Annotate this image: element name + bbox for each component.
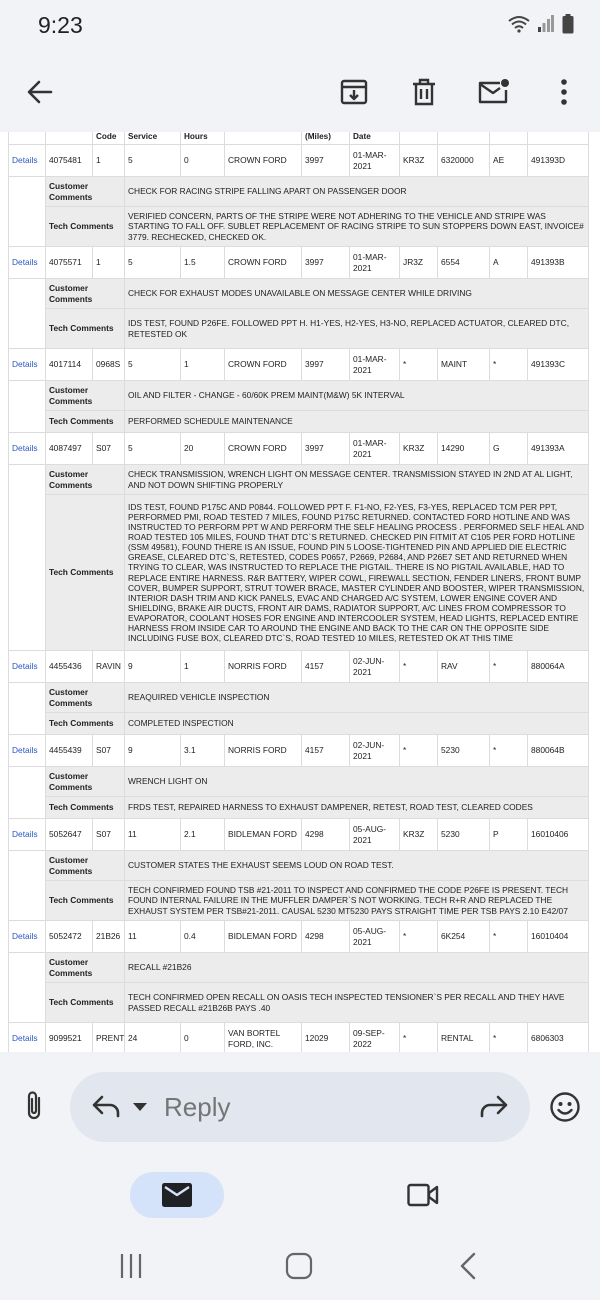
mileage: 3997 xyxy=(302,247,350,279)
bottom-navigation xyxy=(0,1160,600,1232)
customer-comment-text: OIL AND FILTER - CHANGE - 60/60K PREM MAINT(M&W) 5K INTERVAL xyxy=(125,381,589,411)
tech-comments-label: Tech Comments xyxy=(46,411,125,433)
table-row xyxy=(9,145,589,177)
tech-comment-row xyxy=(9,411,589,433)
dealer-name: BIDLEMAN FORD xyxy=(225,921,302,953)
details-link[interactable]: Details xyxy=(9,433,46,465)
customer-comments-label: Customer Comments xyxy=(46,953,125,983)
table-row xyxy=(9,921,589,953)
part-prefix: KR3Z xyxy=(400,433,438,465)
labor-code: 21B26 xyxy=(93,921,125,953)
delete-button[interactable] xyxy=(398,66,450,118)
part-prefix: * xyxy=(400,1023,438,1053)
customer-comments-label: Customer Comments xyxy=(46,767,125,797)
repair-date: 02-JUN-2021 xyxy=(350,735,400,767)
service-count: 5 xyxy=(125,433,181,465)
part-suffix: AE xyxy=(490,145,528,177)
tab-meet[interactable] xyxy=(376,1172,470,1218)
labor-code: S07 xyxy=(93,819,125,851)
part-base: MAINT xyxy=(438,349,490,381)
status-bar xyxy=(0,0,600,52)
ro-number: 4455436 xyxy=(46,651,93,683)
part-suffix: * xyxy=(490,651,528,683)
app-bar xyxy=(0,52,600,132)
repair-date: 05-AUG-2021 xyxy=(350,921,400,953)
mileage: 3997 xyxy=(302,349,350,381)
ro-number: 4455439 xyxy=(46,735,93,767)
claim-number: 491393C xyxy=(528,349,589,381)
service-count: 5 xyxy=(125,349,181,381)
part-suffix: * xyxy=(490,1023,528,1053)
mileage: 3997 xyxy=(302,433,350,465)
mark-unread-icon xyxy=(478,78,510,106)
tech-comment-row xyxy=(9,207,589,247)
part-prefix: KR3Z xyxy=(400,819,438,851)
home-icon[interactable] xyxy=(284,1252,314,1280)
repair-date: 01-MAR-2021 xyxy=(350,247,400,279)
details-link[interactable]: Details xyxy=(9,1023,46,1053)
tech-comment-text: PERFORMED SCHEDULE MAINTENANCE xyxy=(125,411,589,433)
part-base: 5230 xyxy=(438,819,490,851)
part-prefix: KR3Z xyxy=(400,145,438,177)
status-icons xyxy=(508,14,574,34)
column-header xyxy=(438,132,490,145)
labor-hours: 1.5 xyxy=(181,247,225,279)
wifi-icon xyxy=(508,15,530,33)
tech-comments-label: Tech Comments xyxy=(46,713,125,735)
ro-number: 4087497 xyxy=(46,433,93,465)
tech-comment-text: TECH CONFIRMED FOUND TSB #21-2011 TO INSPECT AND CONFIRMED THE CODE P26FE IS PRESENT. TECH FOUND INTERNAL FAILURE IN THE MUFFLER DAMPER`S NOT WORKING. TECH R+R AND REPLACED THE EXHAUST SYSTEM PER TSB#21-2011. CAUSAL 5230 MT5230 PAYS STRAIGHT TIME PER TSB PAYS 2.10 E42/07 xyxy=(125,881,589,921)
tech-comments-label: Tech Comments xyxy=(46,797,125,819)
customer-comment-row xyxy=(9,381,589,411)
part-suffix: * xyxy=(490,349,528,381)
customer-comment-row xyxy=(9,683,589,713)
service-count: 5 xyxy=(125,145,181,177)
labor-code: S07 xyxy=(93,433,125,465)
tech-comments-label: Tech Comments xyxy=(46,207,125,247)
part-suffix: * xyxy=(490,735,528,767)
column-header xyxy=(9,132,46,145)
table-header xyxy=(9,132,589,145)
part-base: 6320000 xyxy=(438,145,490,177)
part-base: 6554 xyxy=(438,247,490,279)
customer-comments-label: Customer Comments xyxy=(46,279,125,309)
table-row xyxy=(9,819,589,851)
customer-comments-label: Customer Comments xyxy=(46,851,125,881)
emoji-button[interactable] xyxy=(544,1086,586,1128)
claim-number: 6806303 xyxy=(528,1023,589,1053)
service-count: 11 xyxy=(125,921,181,953)
tech-comment-row xyxy=(9,713,589,735)
tech-comment-text: FRDS TEST, REPAIRED HARNESS TO EXHAUST DAMPENER, RETEST, ROAD TEST, CLEARED CODES xyxy=(125,797,589,819)
dealer-name: CROWN FORD xyxy=(225,433,302,465)
reply-placeholder: Reply xyxy=(164,1092,231,1122)
customer-comment-row xyxy=(9,465,589,495)
customer-comment-row xyxy=(9,279,589,309)
system-back-icon[interactable] xyxy=(456,1252,482,1280)
details-link[interactable]: Details xyxy=(9,349,46,381)
service-count: 24 xyxy=(125,1023,181,1053)
system-navigation-bar xyxy=(0,1232,600,1300)
customer-comment-text: REAQUIRED VEHICLE INSPECTION xyxy=(125,683,589,713)
part-suffix: * xyxy=(490,921,528,953)
mark-unread-button[interactable] xyxy=(468,66,520,118)
part-suffix: G xyxy=(490,433,528,465)
column-header: Date xyxy=(350,132,400,145)
trash-icon xyxy=(411,78,437,106)
customer-comments-label: Customer Comments xyxy=(46,465,125,495)
labor-hours: 1 xyxy=(181,349,225,381)
mileage: 4157 xyxy=(302,735,350,767)
part-base: RENTAL xyxy=(438,1023,490,1053)
part-prefix: JR3Z xyxy=(400,247,438,279)
tech-comment-text: COMPLETED INSPECTION xyxy=(125,713,589,735)
part-prefix: * xyxy=(400,735,438,767)
ro-number: 9099521 xyxy=(46,1023,93,1053)
battery-icon xyxy=(562,14,574,34)
claim-number: 16010404 xyxy=(528,921,589,953)
recent-apps-icon[interactable] xyxy=(116,1252,146,1280)
column-header xyxy=(46,132,93,145)
column-header: Hours xyxy=(181,132,225,145)
part-base: RAV xyxy=(438,651,490,683)
details-link[interactable]: Details xyxy=(9,735,46,767)
signal-icon xyxy=(538,15,554,33)
details-link[interactable]: Details xyxy=(9,247,46,279)
labor-hours: 1 xyxy=(181,651,225,683)
details-link[interactable]: Details xyxy=(9,145,46,177)
table-row xyxy=(9,1023,589,1053)
video-icon xyxy=(407,1183,439,1207)
claim-number: 491393A xyxy=(528,433,589,465)
mileage: 4298 xyxy=(302,921,350,953)
column-header xyxy=(225,132,302,145)
repair-history-table xyxy=(8,132,589,1052)
claim-number: 491393D xyxy=(528,145,589,177)
ro-number: 4075481 xyxy=(46,145,93,177)
details-link[interactable]: Details xyxy=(9,651,46,683)
labor-code: 1 xyxy=(93,145,125,177)
customer-comment-text: CHECK FOR RACING STRIPE FALLING APART ON PASSENGER DOOR xyxy=(125,177,589,207)
mileage: 3997 xyxy=(302,145,350,177)
tab-mail[interactable] xyxy=(130,1172,224,1218)
customer-comment-text: WRENCH LIGHT ON xyxy=(125,767,589,797)
paperclip-icon xyxy=(24,1089,44,1123)
reply-field[interactable] xyxy=(70,1072,530,1142)
part-suffix: P xyxy=(490,819,528,851)
tech-comment-row xyxy=(9,983,589,1023)
labor-hours: 20 xyxy=(181,433,225,465)
repair-date: 02-JUN-2021 xyxy=(350,651,400,683)
dealer-name: CROWN FORD xyxy=(225,145,302,177)
table-row xyxy=(9,735,589,767)
reply-options-dropdown[interactable] xyxy=(132,1102,148,1112)
customer-comment-row xyxy=(9,767,589,797)
labor-code: RAVIN xyxy=(93,651,125,683)
tech-comment-row xyxy=(9,495,589,651)
tech-comment-row xyxy=(9,881,589,921)
part-base: 14290 xyxy=(438,433,490,465)
tech-comments-label: Tech Comments xyxy=(46,495,125,651)
repair-date: 01-MAR-2021 xyxy=(350,349,400,381)
ro-number: 4017114 xyxy=(46,349,93,381)
mileage: 4298 xyxy=(302,819,350,851)
column-header: (Miles) xyxy=(302,132,350,145)
forward-icon[interactable] xyxy=(478,1090,510,1122)
labor-code: 0968S xyxy=(93,349,125,381)
claim-number: 880064A xyxy=(528,651,589,683)
labor-hours: 0.4 xyxy=(181,921,225,953)
tech-comment-text: TECH CONFIRMED OPEN RECALL ON OASIS TECH INSPECTED TENSIONER`S PER RECALL AND THEY HAVE PASSED RECALL #21B26B PAYS .40 xyxy=(125,983,589,1023)
part-prefix: * xyxy=(400,349,438,381)
archive-button[interactable] xyxy=(328,66,380,118)
column-header xyxy=(528,132,589,145)
mileage: 12029 xyxy=(302,1023,350,1053)
reply-icon xyxy=(90,1090,122,1122)
service-count: 9 xyxy=(125,651,181,683)
more-vert-icon xyxy=(560,78,568,106)
dealer-name: VAN BORTEL FORD, INC. xyxy=(225,1023,302,1053)
ro-number: 5052647 xyxy=(46,819,93,851)
mileage: 4157 xyxy=(302,651,350,683)
tech-comment-text: IDS TEST, FOUND P26FE. FOLLOWED PPT H. H1-YES, H2-YES, H3-NO, REPLACED ACTUATOR, CLEARED DTC, RETESTED OK xyxy=(125,309,589,349)
emoji-icon xyxy=(549,1091,581,1123)
tech-comment-text: VERIFIED CONCERN, PARTS OF THE STRIPE WERE NOT ADHERING TO THE VEHICLE AND STRIPE WAS STARTING TO FALL OFF. SUBLET REPLACEMENT OF RACING STRIPE TO SUN STOPPERS DOWN EAST, INVOICE# 3779. RECHECKED, CHECKED OK. xyxy=(125,207,589,247)
dealer-name: CROWN FORD xyxy=(225,247,302,279)
arrow-back-icon xyxy=(26,78,54,106)
customer-comments-label: Customer Comments xyxy=(46,381,125,411)
labor-code: 1 xyxy=(93,247,125,279)
tech-comment-row xyxy=(9,797,589,819)
customer-comment-row xyxy=(9,851,589,881)
table-row xyxy=(9,651,589,683)
column-header xyxy=(400,132,438,145)
labor-hours: 0 xyxy=(181,145,225,177)
ro-number: 4075571 xyxy=(46,247,93,279)
labor-hours: 0 xyxy=(181,1023,225,1053)
customer-comment-row xyxy=(9,953,589,983)
part-prefix: * xyxy=(400,651,438,683)
details-link[interactable]: Details xyxy=(9,921,46,953)
customer-comments-label: Customer Comments xyxy=(46,177,125,207)
customer-comment-text: RECALL #21B26 xyxy=(125,953,589,983)
customer-comments-label: Customer Comments xyxy=(46,683,125,713)
reply-area xyxy=(0,1052,600,1160)
claim-number: 16010406 xyxy=(528,819,589,851)
customer-comment-row xyxy=(9,177,589,207)
dealer-name: BIDLEMAN FORD xyxy=(225,819,302,851)
part-base: 5230 xyxy=(438,735,490,767)
tech-comment-row xyxy=(9,309,589,349)
column-header: Service xyxy=(125,132,181,145)
customer-comment-text: CUSTOMER STATES THE EXHAUST SEEMS LOUD ON ROAD TEST. xyxy=(125,851,589,881)
dealer-name: CROWN FORD xyxy=(225,349,302,381)
column-header: Code xyxy=(93,132,125,145)
ro-number: 5052472 xyxy=(46,921,93,953)
email-body[interactable] xyxy=(0,132,600,1052)
tech-comments-label: Tech Comments xyxy=(46,309,125,349)
dealer-name: NORRIS FORD xyxy=(225,651,302,683)
service-count: 9 xyxy=(125,735,181,767)
labor-code: PRENT xyxy=(93,1023,125,1053)
back-button[interactable] xyxy=(14,66,66,118)
claim-number: 491393B xyxy=(528,247,589,279)
part-base: 6K254 xyxy=(438,921,490,953)
labor-hours: 2.1 xyxy=(181,819,225,851)
customer-comment-text: CHECK FOR EXHAUST MODES UNAVAILABLE ON MESSAGE CENTER WHILE DRIVING xyxy=(125,279,589,309)
mail-icon xyxy=(162,1183,192,1207)
service-count: 5 xyxy=(125,247,181,279)
part-prefix: * xyxy=(400,921,438,953)
table-row xyxy=(9,433,589,465)
repair-date: 01-MAR-2021 xyxy=(350,145,400,177)
claim-number: 880064B xyxy=(528,735,589,767)
labor-hours: 3.1 xyxy=(181,735,225,767)
service-count: 11 xyxy=(125,819,181,851)
more-options-button[interactable] xyxy=(538,66,590,118)
part-suffix: A xyxy=(490,247,528,279)
details-link[interactable]: Details xyxy=(9,819,46,851)
tech-comment-text: IDS TEST, FOUND P175C AND P0844. FOLLOWED PPT F. F1-NO, F2-YES, F3-YES, REPLACED TCM PER PPT, PERFORMED PMI, ROAD TESTED 7 MILES, FOUND P175C RETURNED. CONTACTED FORD HOTLINE AND WAS INSTRUCTED TO PERFORM PPT W AND PERFORM THE SELF HEALING PROCESS . PERFORMED SELF HEAL AND ROAD TESTED 105 MILES, FOUND THAT DTC`S RETURNED. CHECKED PIN FITMIT AT C105 PER FORD HOTLINE (SSM 49581), FOUND THERE IS AN ISSUE, FOUND PIN 5 LOOSE-TIGHTENED PIN AND APPLIED DIE ELECTRIC GREASE, CLEARED DTC`S, RETESTED, CODES P0657, P2669, P2684, AND P26E7 SET AND RETURNED WHEN TRYING TO CLEAR, WAS INSTRUCTED TO REPLACE THE PIGTAIL. THERE IS NO PIGTAIL AVAILABLE, HAD TO REPLACE ENTIRE HARNESS. R&R BATTERY, WIPER COWL, FIREWALL SECTION, FENDER LINERS, FRONT BUMP COVER, BUMPER SUPPORT, STRUT TOWER BRACE, MASTER CYLINDER AND BOOSTER, WIPER TRANSMISSION, INTERIOR DASH TRIM AND KICK PANELS, EVAC AND CHARGED A/C SYSTEM, LOWER ENGINE COVER AND SHIELDING, BRAKE AIR DUCTS, FRONT AIR DAMS, RADIATOR SUPPORT, A/C LINES FROM COMPRESSOR TO EVAPORATOR, COOLANT HOSES FOR ENGINE AND INTERCOOLER SYSTEM, HEAD LIGHTS, REPLACED ENTIRE HARNESS FROM INSIDE CAR TO AROUND THE ENGINE AND BACK TO THE CAR ON THE OPPOSITE SIDE INCLUDING FUSE BOX, CLEARED DTC`S, ROAD TESTED 10 MILES, RETESTED OK AT THIS TIME xyxy=(125,495,589,651)
labor-code: S07 xyxy=(93,735,125,767)
tech-comments-label: Tech Comments xyxy=(46,983,125,1023)
customer-comment-text: CHECK TRANSMISSION, WRENCH LIGHT ON MESSAGE CENTER. TRANSMISSION STAYED IN 2ND AT AL LIGHT, AND NOT DOWN SHIFTING PROPERLY xyxy=(125,465,589,495)
table-row xyxy=(9,247,589,279)
repair-date: 05-AUG-2021 xyxy=(350,819,400,851)
archive-icon xyxy=(340,78,368,106)
dealer-name: NORRIS FORD xyxy=(225,735,302,767)
repair-date: 01-MAR-2021 xyxy=(350,433,400,465)
status-time: 9:23 xyxy=(38,12,83,38)
repair-date: 09-SEP-2022 xyxy=(350,1023,400,1053)
tech-comments-label: Tech Comments xyxy=(46,881,125,921)
table-row xyxy=(9,349,589,381)
attach-button[interactable] xyxy=(14,1086,54,1126)
column-header xyxy=(490,132,528,145)
